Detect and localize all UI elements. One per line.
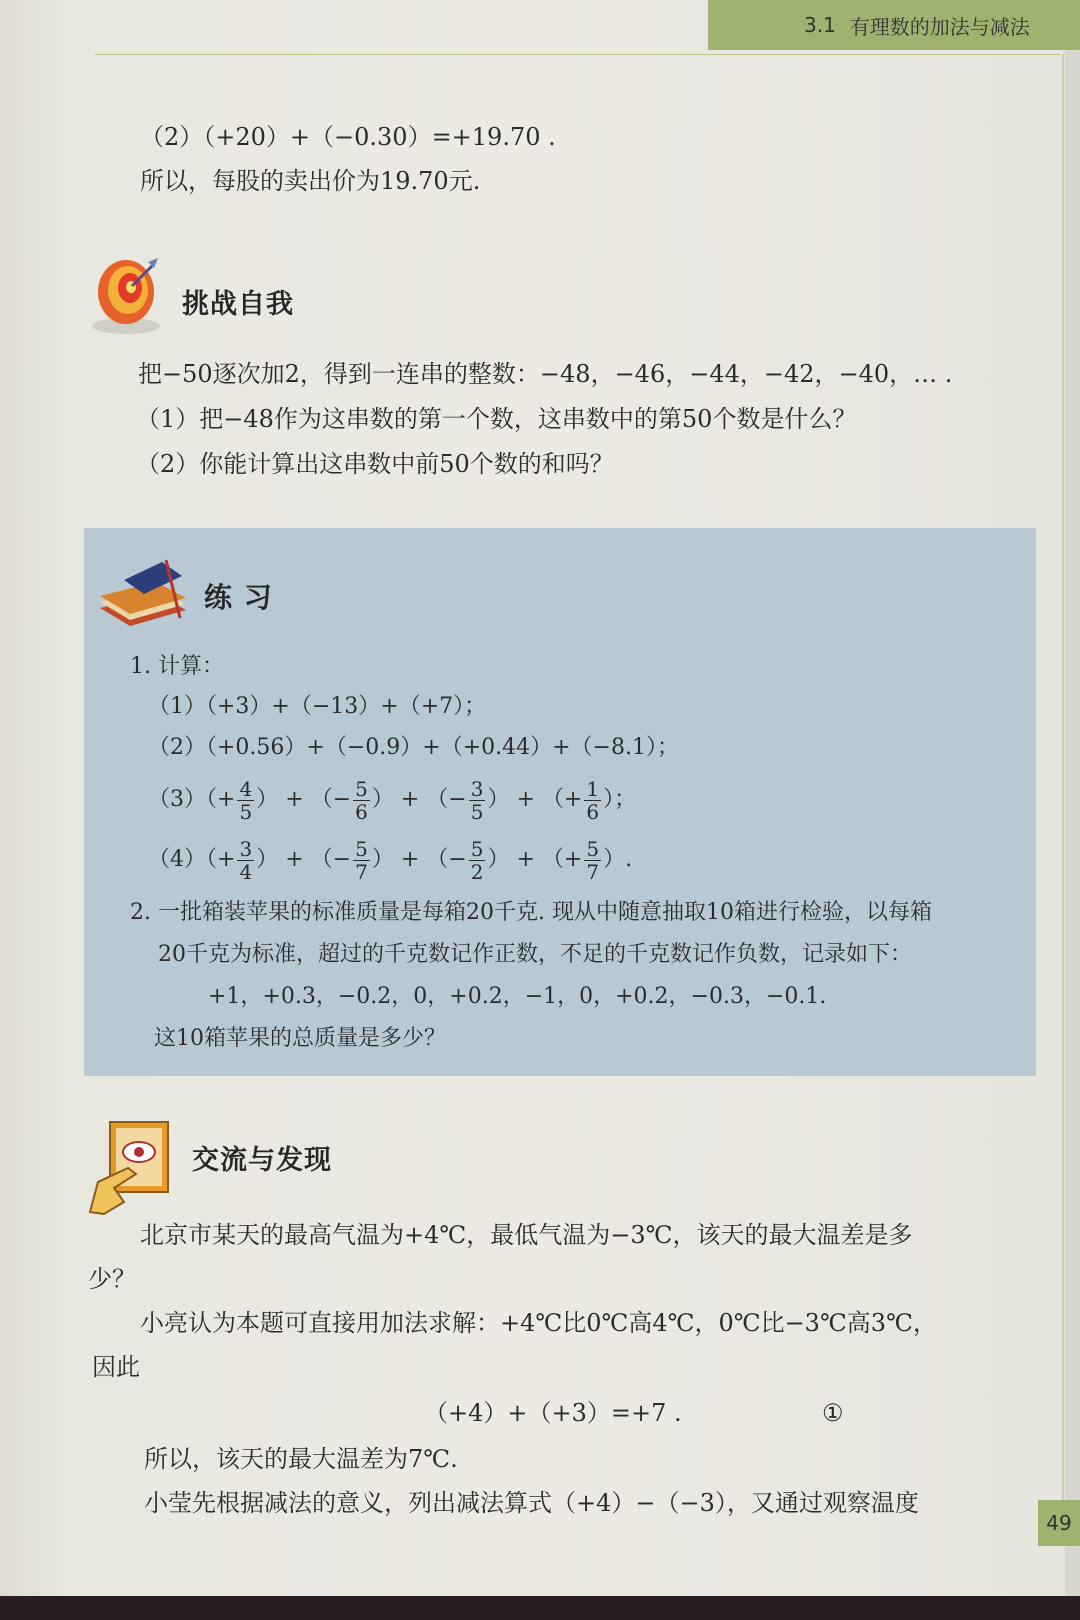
books-icon bbox=[96, 558, 192, 628]
fraction bbox=[237, 778, 254, 823]
discover-paragraph-2a: 小亮认为本题可直接用加法求解：+4℃比0℃高4℃，0℃比−3℃高3℃， bbox=[140, 1309, 937, 1337]
challenge-question-1: （1）把−48作为这串数的第一个数，这串数中的第50个数是什么？ bbox=[136, 405, 857, 433]
fraction-numerator: 4 bbox=[239, 776, 253, 801]
discover-paragraph-4: 小莹先根据减法的意义，列出减法算式（+4）−（−3），又通过观察温度 bbox=[144, 1489, 919, 1517]
fraction bbox=[469, 778, 486, 823]
fraction-numerator: 3 bbox=[239, 836, 253, 861]
fraction-numerator: 5 bbox=[470, 836, 484, 861]
exercise-2-line-2: 20千克为标准，超过的千克数记作正数，不足的千克数记作负数，记录如下： bbox=[158, 942, 912, 967]
practice-title: 练 习 bbox=[204, 581, 273, 614]
fraction-numerator: 5 bbox=[586, 836, 600, 861]
exercise-1-3: （3）（+ $\frac{4}{5}$ ） + （− $\frac{5}{6}$ ） + （− $\frac{3}{5}$ ） + （+ $\frac{1}{6}$ ）； bbox=[148, 776, 637, 824]
fraction-sign: − bbox=[332, 787, 352, 812]
target-icon bbox=[88, 252, 168, 336]
fraction-denominator: 2 bbox=[470, 859, 484, 884]
margin-rule bbox=[1062, 54, 1064, 1504]
section-title: 有理数的加法与减法 bbox=[849, 14, 1030, 39]
fraction bbox=[353, 778, 370, 823]
fraction-numerator: 5 bbox=[355, 776, 368, 801]
fraction-denominator: 5 bbox=[239, 799, 253, 824]
page-number: 49 bbox=[1038, 1500, 1080, 1546]
fraction bbox=[237, 838, 254, 883]
fraction-denominator: 4 bbox=[239, 859, 253, 884]
equation: （+4）+（+3）=+7 . bbox=[424, 1399, 682, 1427]
solution-line-2: （2）（+20）+（−0.30）=+19.70 . bbox=[140, 123, 556, 151]
fraction-sign: − bbox=[448, 847, 467, 872]
exercise-label: （4） bbox=[148, 847, 206, 872]
fraction-denominator: 6 bbox=[355, 799, 368, 824]
fraction bbox=[584, 838, 601, 883]
fraction-sign: + bbox=[217, 847, 236, 872]
fraction-sign: − bbox=[448, 787, 467, 812]
equation-number: ① bbox=[822, 1399, 844, 1427]
fraction-sign: + bbox=[217, 787, 236, 812]
challenge-intro: 把−50逐次加2，得到一连串的整数：−48，−46，−44，−42，−40，… . bbox=[138, 360, 953, 388]
fraction-sign: − bbox=[332, 847, 352, 872]
fraction bbox=[584, 778, 601, 823]
exercise-end: . bbox=[625, 847, 633, 872]
challenge-question-2: （2）你能计算出这串数中前50个数的和吗？ bbox=[136, 450, 614, 478]
exercise-1-1: （1）（+3）+（−13）+（+7）； bbox=[148, 694, 487, 719]
solution-conclusion: 所以，每股的卖出价为19.70元. bbox=[140, 167, 481, 195]
header-divider bbox=[95, 54, 1060, 55]
exercise-2-question: 这10箱苹果的总质量是多少？ bbox=[154, 1026, 446, 1051]
fraction-sign: + bbox=[563, 787, 583, 812]
exercise-1-2: （2）（+0.56）+（−0.9）+（+0.44）+（−8.1）； bbox=[148, 735, 679, 760]
exercise-1-label: 1. 计算： bbox=[130, 654, 224, 679]
fraction-sign: + bbox=[563, 847, 583, 872]
fraction bbox=[469, 838, 486, 883]
fraction-denominator: 5 bbox=[470, 799, 484, 824]
eye-pointer-icon bbox=[84, 1116, 184, 1220]
desk-edge bbox=[0, 1596, 1080, 1620]
section-number: 3.1 bbox=[804, 13, 836, 37]
fraction-denominator: 6 bbox=[586, 799, 600, 824]
exercise-1-4: （4）（+ $\frac{3}{4}$ ） + （− $\frac{5}{7}$ ） + （− $\frac{5}{2}$ ） + （+ $\frac{5}{7}$ ）. bbox=[148, 836, 633, 884]
discover-title: 交流与发现 bbox=[192, 1145, 332, 1176]
fraction-numerator: 3 bbox=[470, 776, 484, 801]
fraction-denominator: 7 bbox=[586, 859, 600, 884]
exercise-label: （3） bbox=[148, 787, 206, 812]
challenge-title: 挑战自我 bbox=[182, 289, 294, 320]
discover-paragraph-3: 所以，该天的最大温差为7℃. bbox=[144, 1445, 458, 1473]
discover-paragraph-1b: 少？ bbox=[88, 1265, 136, 1293]
exercise-2-data: +1，+0.3，−0.2，0，+0.2，−1，0，+0.2，−0.3，−0.1. bbox=[208, 984, 827, 1009]
fraction-denominator: 7 bbox=[355, 859, 368, 884]
discover-paragraph-2b: 因此 bbox=[92, 1353, 140, 1381]
fraction-numerator: 1 bbox=[586, 776, 600, 801]
exercise-2-line-1: 2. 一批箱装苹果的标准质量是每箱20千克. 现从中随意抽取10箱进行检验，以每箱 bbox=[130, 900, 932, 925]
chapter-header bbox=[708, 0, 1080, 50]
fraction bbox=[353, 838, 370, 883]
discover-paragraph-1a: 北京市某天的最高气温为+4℃，最低气温为−3℃，该天的最大温差是多 bbox=[140, 1221, 913, 1249]
fraction-numerator: 5 bbox=[355, 836, 368, 861]
exercise-end: ； bbox=[614, 787, 637, 812]
